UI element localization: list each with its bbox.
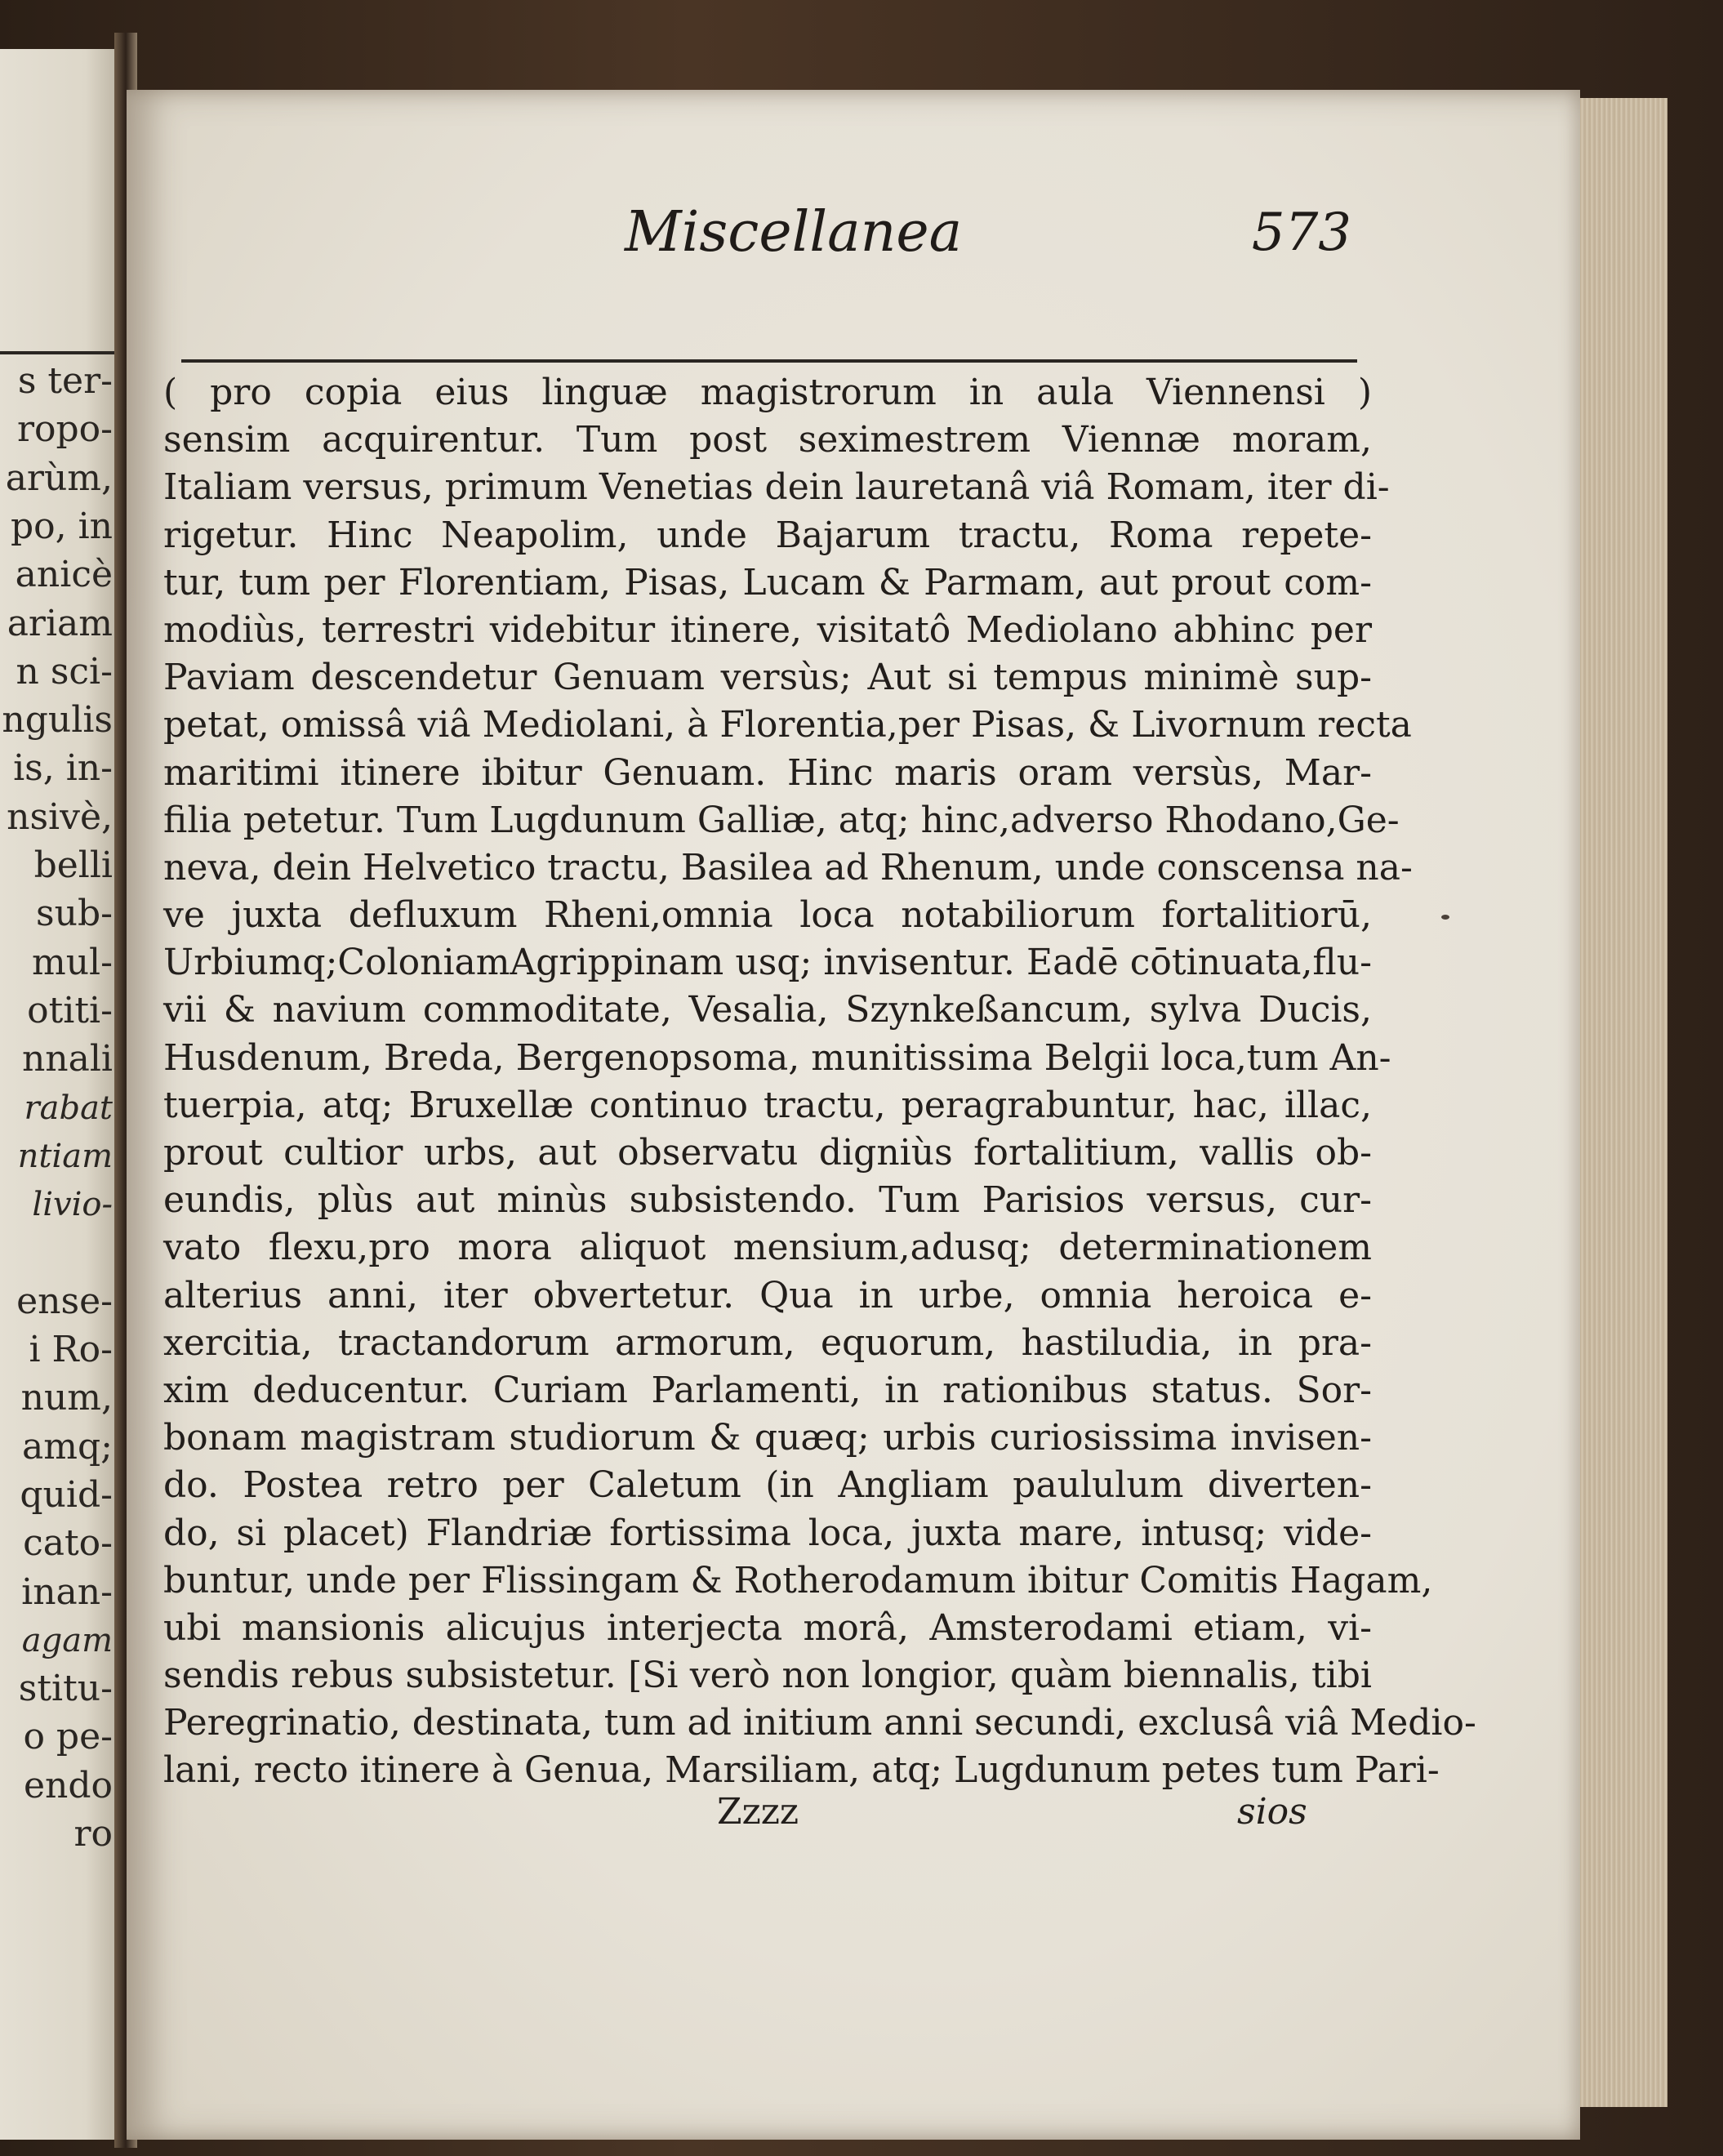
- text-line: xim deducentur. Curiam Parlamenti, in rationibus status. Sor-: [163, 1369, 1372, 1411]
- left-page-fragment: otiti-: [27, 989, 113, 1031]
- left-page-fragment: rabat: [24, 1089, 113, 1127]
- left-page-fragment: belli: [33, 844, 113, 886]
- left-page-fragment: agam: [21, 1621, 113, 1659]
- left-page-fragment: anicè: [15, 554, 113, 596]
- catchword: sios: [1237, 1791, 1307, 1833]
- left-page-fragment: ense-: [16, 1280, 113, 1322]
- text-line: petat, omissâ viâ Mediolani, à Florentia,per Pisas, & Livornum recta: [163, 704, 1412, 746]
- head-rule: [181, 359, 1357, 363]
- left-page-fragment: s ter-: [17, 360, 113, 402]
- page-edges: [1576, 98, 1667, 2107]
- text-line: modiùs, terrestri videbitur itinere, visitatô Mediolano abhinc per: [163, 608, 1372, 651]
- text-line: neva, dein Helvetico tractu, Basilea ad Rhenum, unde conscensa na-: [163, 846, 1413, 889]
- left-page-fragment: i Ro-: [29, 1329, 113, 1370]
- left-page-fragment: num,: [20, 1377, 113, 1419]
- left-page-fragment: arùm,: [5, 457, 113, 499]
- text-line: vato flexu,pro mora aliquot mensium,adusq; determinationem: [163, 1227, 1372, 1269]
- text-line: tur, tum per Florentiam, Pisas, Lucam & Parmam, aut prout com-: [163, 561, 1372, 604]
- text-line: prout cultior urbs, aut observatu digniùs fortalitium, vallis ob-: [163, 1132, 1372, 1174]
- text-line: xercitia, tractandorum armorum, equorum, hastiludia, in pra-: [163, 1321, 1372, 1364]
- left-page-fragment: o pe-: [23, 1716, 113, 1758]
- text-line: Husdenum, Breda, Bergenopsoma, munitissima Belgii loca,tum An-: [163, 1036, 1391, 1079]
- left-facing-page: [0, 49, 122, 2140]
- text-line: Peregrinatio, destinata, tum ad initium anni secundi, exclusâ viâ Medio-: [163, 1702, 1476, 1744]
- left-page-fragment: cato-: [23, 1522, 113, 1565]
- left-page-fragment: livio-: [32, 1186, 113, 1224]
- text-line: bonam magistram studiorum & quæq; urbis curiosissima invisen-: [163, 1417, 1372, 1459]
- signature-mark: Zzzz: [717, 1791, 799, 1833]
- text-line: tuerpia, atq; Bruxellæ continuo tractu, peragrabuntur, hac, illac,: [163, 1084, 1372, 1126]
- page-number: 573: [1251, 203, 1351, 263]
- text-line: Urbiumq;ColoniamAgrippinam usq; invisentur. Eadē cōtinuata,flu-: [163, 942, 1372, 984]
- text-line: eundis, plùs aut minùs subsistendo. Tum Parisios versus, cur-: [163, 1179, 1372, 1222]
- left-page-fragment: ngulis: [2, 699, 113, 742]
- ink-speck: [1441, 915, 1449, 920]
- text-line: do. Postea retro per Caletum (in Angliam paululum diverten-: [163, 1464, 1372, 1507]
- text-line: do, si placet) Flandriæ fortissima loca, juxta mare, intusq; vide-: [163, 1512, 1372, 1554]
- body-text: [163, 369, 1476, 1795]
- text-line: rigetur. Hinc Neapolim, unde Bajarum tractu, Roma repete-: [163, 514, 1372, 556]
- text-line: alterius anni, iter obvertetur. Qua in urbe, omnia heroica e-: [163, 1274, 1372, 1316]
- left-page-fragment: mul-: [32, 941, 113, 983]
- text-line: ( pro copia eius linguæ magistrorum in aula Viennensi ): [163, 372, 1372, 413]
- text-line: ve juxta defluxum Rheni,omnia loca notabiliorum fortalitiorū,: [163, 894, 1372, 937]
- left-page-rule: [0, 351, 114, 354]
- text-line: Paviam descendetur Genuam versùs; Aut si tempus minimè sup-: [163, 657, 1372, 699]
- left-page-fragment: stitu-: [18, 1668, 113, 1710]
- left-page-fragment: quid-: [20, 1473, 113, 1516]
- text-line: maritimi itinere ibitur Genuam. Hinc maris oram versùs, Mar-: [163, 751, 1372, 794]
- left-page-fragment: inan-: [21, 1570, 113, 1613]
- left-page-fragment: sub-: [36, 893, 113, 935]
- left-page-fragment: ntiam: [17, 1137, 113, 1175]
- left-page-fragment: is, in-: [13, 747, 113, 790]
- text-line: Italiam versus, primum Venetias dein lauretanâ viâ Romam, iter di-: [163, 466, 1390, 509]
- left-page-fragment: ro: [73, 1813, 113, 1855]
- left-page-fragment: amq;: [22, 1425, 113, 1468]
- text-line: sendis rebus subsistetur. [Si verò non longior, quàm biennalis, tibi: [163, 1655, 1372, 1697]
- text-line: buntur, unde per Flissingam & Rotherodamum ibitur Comitis Hagam,: [163, 1559, 1433, 1601]
- text-line: sensim acquirentur. Tum post seximestrem Viennæ moram,: [163, 419, 1372, 461]
- text-line: vii & navium commoditate, Vesalia, Szynkeßancum, sylva Ducis,: [163, 989, 1372, 1031]
- left-page-fragment: nsivè,: [7, 795, 113, 838]
- left-page-fragment: po, in: [10, 505, 113, 547]
- left-page-fragment: ariam: [7, 602, 113, 644]
- left-page-fragment: nnali: [21, 1038, 113, 1080]
- text-line: ubi mansionis alicujus interjecta morâ, Amsterodami etiam, vi-: [163, 1606, 1372, 1649]
- running-head-title: Miscellanea: [625, 200, 963, 265]
- left-page-fragment: ropo-: [16, 408, 113, 451]
- text-line: lani, recto itinere à Genua, Marsiliam, atq; Lugdunum petes tum Pari-: [163, 1749, 1440, 1792]
- text-line: filia petetur. Tum Lugdunum Galliæ, atq; hinc,adverso Rhodano,Ge-: [163, 799, 1400, 841]
- left-page-fragment: n sci-: [16, 650, 113, 693]
- left-page-fragment: endo: [23, 1764, 113, 1806]
- running-head: [486, 192, 1360, 274]
